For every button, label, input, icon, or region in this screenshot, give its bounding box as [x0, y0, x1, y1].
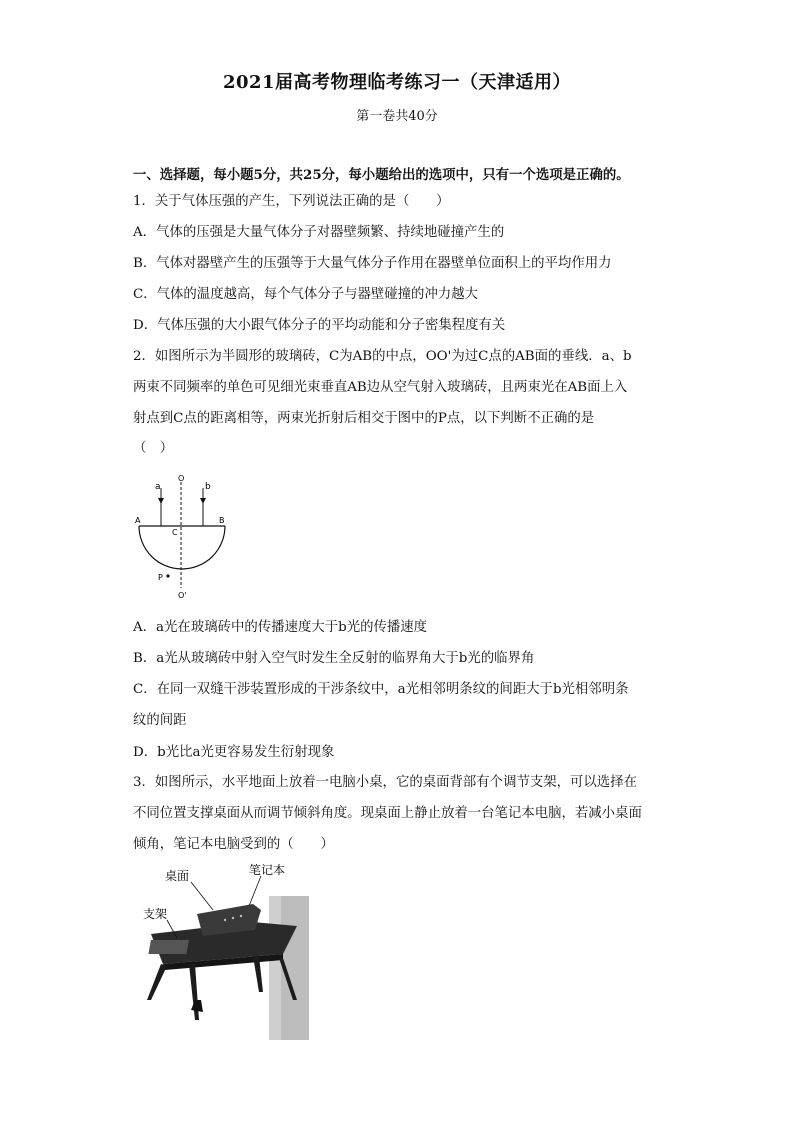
label-desk: 桌面: [165, 869, 190, 883]
q2-stem-line3: 射点到C点的距离相等，两束光折射后相交于图中的P点，以下判断不正确的是: [133, 411, 595, 426]
q1-stem: 1．关于气体压强的产生，下列说法正确的是（ ）: [133, 194, 450, 209]
label-b: b: [205, 482, 211, 492]
ray-a-arrow: [158, 498, 164, 504]
label-p: P: [158, 573, 163, 582]
q1-option-a: A．气体的压强是大量气体分子对器壁频繁、持续地碰撞产生的: [133, 225, 505, 240]
desk-leg-front: [189, 964, 199, 1020]
label-a-point: A: [135, 516, 141, 525]
label-o-prime: O': [178, 591, 187, 600]
label-c: C: [172, 528, 178, 537]
q3-stem-line2: 不同位置支撑桌面从而调节倾斜角度。现桌面上静止放着一台笔记本电脑，若减小桌面: [133, 806, 642, 821]
point-p: [166, 574, 169, 577]
q2-stem-line4: （ ）: [133, 441, 174, 456]
q3-stem-line1: 3．如图所示，水平地面上放着一电脑小桌，它的桌面背部有个调节支架，可以选择在: [133, 775, 637, 790]
label-laptop: 笔记本: [249, 863, 286, 877]
q2-stem-line2: 两束不同频率的单色可见细光束垂直AB边从空气射入玻璃砖，且两束光在AB面上入: [133, 380, 628, 395]
q1-option-d: D．气体压强的大小跟气体分子的平均动能和分子密集程度有关: [133, 318, 506, 333]
q2-option-c-line2: 纹的间距: [133, 713, 187, 728]
ray-b-arrow: [200, 498, 206, 504]
q2-option-a: A．a光在玻璃砖中的传播速度大于b光的传播速度: [133, 620, 428, 635]
semicircle-glass-diagram: [133, 470, 233, 602]
q3-stem-line3: 倾角，笔记本电脑受到的（ ）: [133, 837, 334, 852]
page-title: 2021届高考物理临考练习一（天津适用）: [222, 72, 572, 93]
label-stand: 支架: [143, 907, 168, 921]
desk-leg-left: [147, 964, 167, 1000]
section-heading: 一、选择题，每小题5分，共25分，每小题给出的选项中，只有一个选项是正确的。: [133, 167, 630, 183]
laptop-desk-figure: [133, 860, 313, 1042]
label-a: a: [155, 482, 161, 492]
q2-stem-line1: 2．如图所示为半圆形的玻璃砖，C为AB的中点，OO'为过C点的AB面的垂线．a、b: [133, 349, 632, 364]
q1-option-b: B．气体对器壁产生的压强等于大量气体分子作用在器壁单位面积上的平均作用力: [133, 256, 612, 271]
semicircle-arc: [139, 526, 225, 569]
page-subtitle: 第一卷共40分: [356, 109, 438, 124]
q2-option-d: D．b光比a光更容易发生衍射现象: [133, 745, 335, 760]
q1-option-c: C．气体的温度越高，每个气体分子与器壁碰撞的冲力越大: [133, 287, 479, 302]
label-o: O: [178, 474, 185, 483]
q2-option-c-line1: C．在同一双缝干涉装置形成的干涉条纹中，a光相邻明条纹的间距大于b光相邻明条: [133, 682, 629, 697]
q2-option-b: B．a光从玻璃砖中射入空气时发生全反射的临界角大于b光的临界角: [133, 651, 535, 666]
label-b-point: B: [219, 516, 225, 525]
